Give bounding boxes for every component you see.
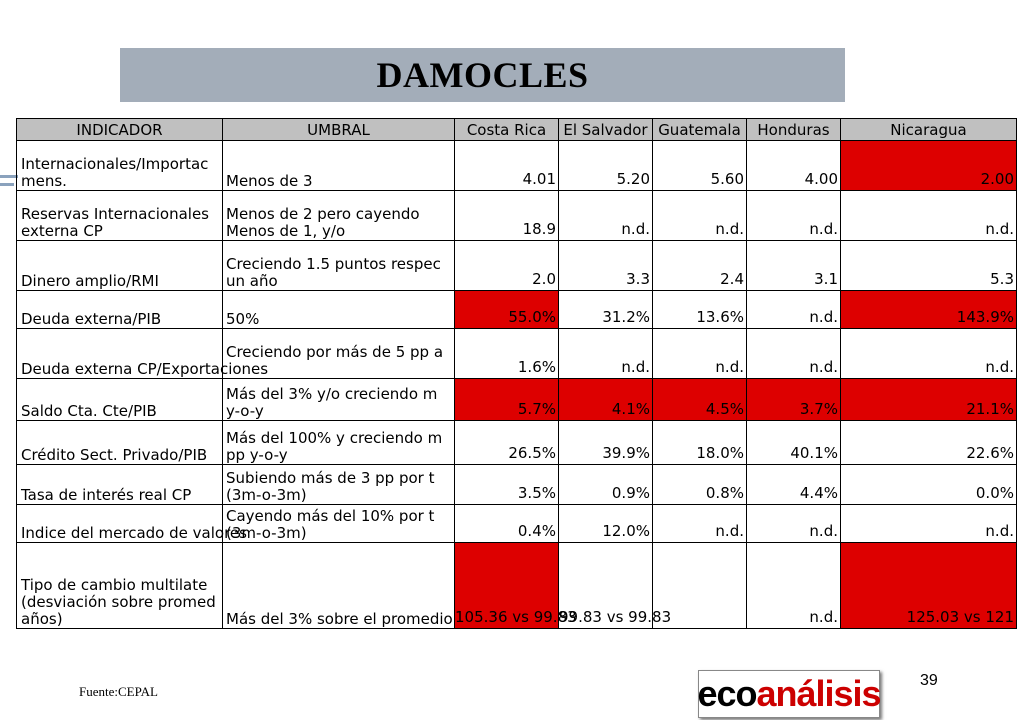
value-cell xyxy=(841,505,1017,543)
indicator-line xyxy=(21,430,222,447)
threshold-line: 50% xyxy=(226,310,260,328)
value-text: n.d. xyxy=(985,220,1014,238)
table-row xyxy=(17,505,1017,543)
threshold-cell xyxy=(223,543,455,629)
threshold-line: (3m-o-3m) xyxy=(226,486,307,504)
value-cell xyxy=(559,141,653,191)
indicator-line: Crédito Sect. Privado/PIB xyxy=(21,446,208,464)
indicator-cell xyxy=(17,291,223,329)
value-text xyxy=(653,609,744,628)
value-text: n.d. xyxy=(985,358,1014,376)
value-cell-alert xyxy=(841,543,1017,629)
threshold-line: Más del 100% y creciendo m xyxy=(226,429,443,447)
value-cell xyxy=(841,329,1017,379)
value-text: n.d. xyxy=(809,608,838,626)
value-cell xyxy=(747,465,841,505)
page-title: DAMOCLES xyxy=(376,55,589,95)
indicator-line: Dinero amplio/RMI xyxy=(21,272,159,290)
column-header: Nicaragua xyxy=(841,119,1017,141)
indicator-line: Tipo de cambio multilate xyxy=(21,576,208,594)
value-cell xyxy=(653,329,747,379)
table-row xyxy=(17,291,1017,329)
value-cell-alert xyxy=(841,141,1017,191)
value-text: 0.8% xyxy=(705,484,744,502)
value-text: 26.5% xyxy=(508,444,556,462)
value-text: n.d. xyxy=(809,308,838,326)
value-cell xyxy=(653,465,747,505)
indicator-line: Deuda externa/PIB xyxy=(21,310,162,328)
value-text: 5.60 xyxy=(710,170,744,188)
value-text: n.d. xyxy=(715,522,744,540)
indicator-cell xyxy=(17,241,223,291)
value-text: 4.1% xyxy=(611,400,650,418)
indicator-cell xyxy=(17,379,223,421)
threshold-cell xyxy=(223,505,455,543)
value-text: 3.5% xyxy=(517,484,556,502)
indicator-line: externa CP xyxy=(21,222,103,240)
threshold-line xyxy=(226,156,454,173)
value-cell-alert xyxy=(455,291,559,329)
value-cell xyxy=(841,465,1017,505)
indicator-cell xyxy=(17,465,223,505)
value-cell xyxy=(559,291,653,329)
value-text: n.d. xyxy=(809,220,838,238)
value-cell-alert xyxy=(841,379,1017,421)
threshold-line xyxy=(226,594,454,611)
column-header: Guatemala xyxy=(653,119,747,141)
threshold-line: (3m-o-3m) xyxy=(226,524,307,542)
value-text: 22.6% xyxy=(966,444,1014,462)
value-text: 18.9 xyxy=(522,220,556,238)
title-bar xyxy=(120,48,845,102)
value-cell xyxy=(653,191,747,241)
value-text: 13.6% xyxy=(696,308,744,326)
ecoanalisis-logo xyxy=(698,670,880,718)
indicator-line: Indice del mercado de valores xyxy=(21,524,247,542)
value-cell xyxy=(559,543,672,629)
value-cell xyxy=(559,465,653,505)
value-cell xyxy=(747,241,841,291)
value-cell-alert xyxy=(559,379,653,421)
indicator-cell xyxy=(17,329,269,379)
value-text: 143.9% xyxy=(956,308,1014,326)
value-text: 55.0% xyxy=(508,308,556,326)
value-cell-alert xyxy=(747,379,841,421)
page-number: 39 xyxy=(920,672,938,689)
threshold-line: Menos de 3 xyxy=(226,172,313,190)
threshold-cell xyxy=(223,191,455,241)
column-header: INDICADOR xyxy=(17,119,223,141)
value-cell-alert xyxy=(653,379,747,421)
value-cell xyxy=(747,291,841,329)
value-cell xyxy=(559,329,653,379)
threshold-line: Más del 3% sobre el promedio xyxy=(226,610,453,628)
indicator-line xyxy=(21,470,222,487)
column-header: UMBRAL xyxy=(223,119,455,141)
table-row xyxy=(17,191,1017,241)
table-row xyxy=(17,141,1017,191)
value-text: 4.01 xyxy=(522,170,556,188)
indicator-line xyxy=(21,508,222,525)
value-cell xyxy=(559,421,653,465)
indicator-line xyxy=(21,344,222,361)
threshold-cell xyxy=(223,141,455,191)
threshold-line: Cayendo más del 10% por t xyxy=(226,507,435,525)
value-text: n.d. xyxy=(809,522,838,540)
value-cell xyxy=(455,505,559,543)
value-cell-alert xyxy=(455,379,559,421)
indicator-line: años) xyxy=(21,610,63,628)
value-text: 18.0% xyxy=(696,444,744,462)
threshold-line xyxy=(226,361,454,378)
threshold-cell xyxy=(223,329,455,379)
value-cell xyxy=(455,141,559,191)
value-cell xyxy=(455,191,559,241)
value-text: 31.2% xyxy=(602,308,650,326)
value-text: n.d. xyxy=(715,358,744,376)
column-header: Costa Rica xyxy=(455,119,559,141)
value-text: n.d. xyxy=(621,220,650,238)
column-header: Honduras xyxy=(747,119,841,141)
value-text: 3.7% xyxy=(799,400,838,418)
threshold-line: Más del 3% y/o creciendo m xyxy=(226,385,438,403)
value-text: 5.7% xyxy=(517,400,556,418)
value-text: 4.00 xyxy=(804,170,838,188)
value-cell xyxy=(455,329,559,379)
threshold-line xyxy=(226,577,454,594)
value-text: 2.0 xyxy=(532,270,556,288)
value-cell xyxy=(455,465,559,505)
indicator-line: (desviación sobre promed xyxy=(21,593,216,611)
value-text: 3.3 xyxy=(626,270,650,288)
table-row xyxy=(17,241,1017,291)
indicator-cell xyxy=(17,421,223,465)
table-row xyxy=(17,379,1017,421)
value-cell xyxy=(747,191,841,241)
logo-part-analisis: análisis xyxy=(756,673,881,714)
value-text: 21.1% xyxy=(966,400,1014,418)
value-cell xyxy=(559,191,653,241)
value-cell xyxy=(841,191,1017,241)
value-cell xyxy=(653,141,747,191)
value-cell xyxy=(653,421,747,465)
value-cell xyxy=(559,241,653,291)
source-note: Fuente:CEPAL xyxy=(79,684,158,699)
value-cell xyxy=(841,421,1017,465)
value-text: 0.4% xyxy=(517,522,556,540)
value-text: 1.6% xyxy=(517,358,556,376)
indicator-line xyxy=(21,256,222,273)
logo-part-eco: eco xyxy=(697,673,757,714)
indicator-line: Internacionales/Importac xyxy=(21,155,209,173)
table-row xyxy=(17,543,1017,629)
indicator-line: Deuda externa CP/Exportaciones xyxy=(21,360,269,378)
threshold-line: pp y-o-y xyxy=(226,446,288,464)
value-text: 99.83 vs 99.83 xyxy=(559,608,672,626)
value-text: 2.00 xyxy=(980,170,1014,188)
value-text: n.d. xyxy=(621,358,650,376)
threshold-cell xyxy=(223,421,455,465)
table-row xyxy=(17,329,1017,379)
value-cell xyxy=(747,505,841,543)
value-cell xyxy=(455,241,559,291)
threshold-cell xyxy=(223,241,455,291)
indicator-cell xyxy=(17,141,223,191)
value-text: n.d. xyxy=(809,358,838,376)
indicator-cell xyxy=(17,191,223,241)
indicator-table xyxy=(16,118,1017,629)
value-text: 5.20 xyxy=(616,170,650,188)
indicator-line: Reservas Internacionales xyxy=(21,205,209,223)
value-cell xyxy=(455,421,559,465)
value-text: n.d. xyxy=(985,522,1014,540)
value-text: 40.1% xyxy=(790,444,838,462)
value-text: 3.1 xyxy=(814,270,838,288)
value-text: 4.5% xyxy=(705,400,744,418)
value-cell xyxy=(559,505,653,543)
value-text: 125.03 vs 121 xyxy=(906,608,1014,626)
table-row xyxy=(17,421,1017,465)
threshold-line: un año xyxy=(226,272,278,290)
indicator-line: Tasa de interés real CP xyxy=(21,486,192,504)
value-text: 2.4 xyxy=(720,270,744,288)
value-text: 0.0% xyxy=(975,484,1014,502)
column-header: El Salvador xyxy=(559,119,653,141)
value-cell xyxy=(653,241,747,291)
value-cell xyxy=(653,291,747,329)
value-cell xyxy=(747,329,841,379)
value-cell xyxy=(747,141,841,191)
value-text: 4.4% xyxy=(799,484,838,502)
value-text: 12.0% xyxy=(602,522,650,540)
threshold-cell xyxy=(223,379,455,421)
value-text: 5.3 xyxy=(990,270,1014,288)
value-cell-alert xyxy=(841,291,1017,329)
threshold-line: Creciendo por más de 5 pp a xyxy=(226,343,444,361)
value-cell xyxy=(747,543,841,629)
threshold-line: Menos de 1, y/o xyxy=(226,222,346,240)
value-cell xyxy=(747,421,841,465)
threshold-line: Creciendo 1.5 puntos respec xyxy=(226,255,441,273)
indicator-cell xyxy=(17,505,247,543)
table-header-row xyxy=(17,119,1017,141)
indicator-line: mens. xyxy=(21,172,67,190)
value-text: 39.9% xyxy=(602,444,650,462)
indicator-line: Saldo Cta. Cte/PIB xyxy=(21,402,157,420)
value-text: 105.36 vs 99.83 xyxy=(455,608,577,626)
threshold-line: Menos de 2 pero cayendo xyxy=(226,205,420,223)
value-cell-alert xyxy=(455,543,577,629)
threshold-cell xyxy=(223,291,455,329)
threshold-line: y-o-y xyxy=(226,402,264,420)
value-text: n.d. xyxy=(715,220,744,238)
indicator-line xyxy=(21,386,222,403)
threshold-cell xyxy=(223,465,455,505)
indicator-table-container xyxy=(16,118,1014,628)
table-row xyxy=(17,465,1017,505)
value-cell xyxy=(653,505,747,543)
value-text: 0.9% xyxy=(611,484,650,502)
threshold-line: Subiendo más de 3 pp por t xyxy=(226,469,435,487)
value-cell xyxy=(841,241,1017,291)
indicator-cell xyxy=(17,543,223,629)
value-cell xyxy=(653,543,747,629)
